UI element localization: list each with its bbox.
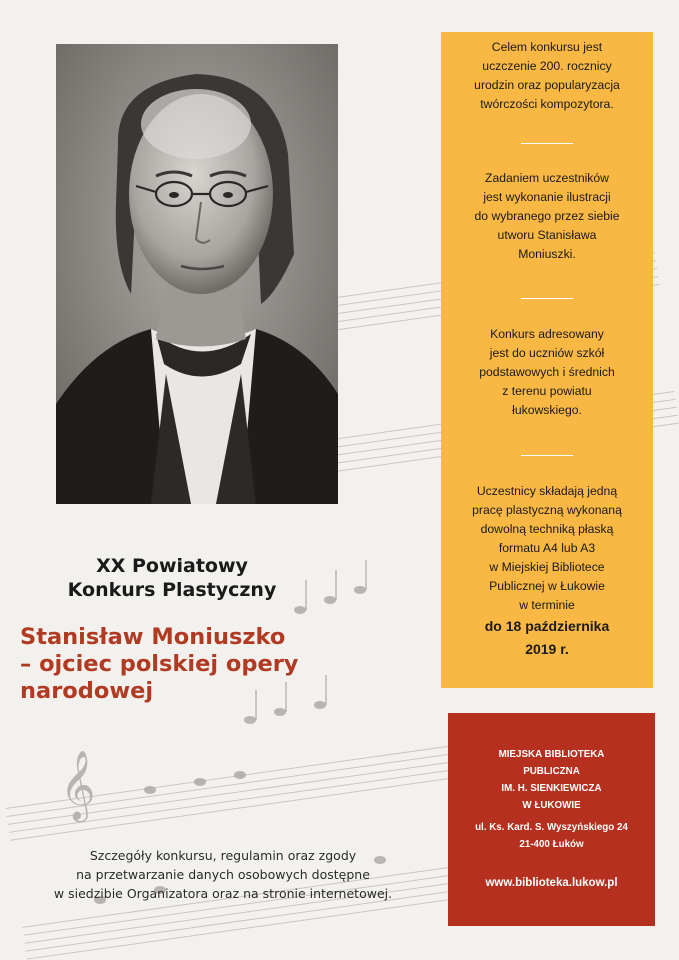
- library-street: ul. Ks. Kard. S. Wyszyńskiego 24: [475, 822, 628, 833]
- info-line: uczczenie 200. rocznicy: [482, 59, 612, 73]
- info-paragraph-submission: [441, 482, 653, 661]
- separator-line: [521, 455, 573, 456]
- info-line: łukowskiego.: [512, 403, 582, 417]
- details-line-1: Szczegóły konkursu, regulamin oraz zgody: [89, 848, 357, 863]
- deadline-date: do 18 października: [484, 618, 610, 634]
- info-line: z terenu powiatu: [502, 384, 592, 398]
- info-line: Publicznej w Łukowie: [489, 579, 605, 593]
- info-line: dowolną techniką płaską: [480, 522, 614, 536]
- separator-line: [521, 298, 573, 299]
- info-line: jest wykonanie ilustracji: [483, 190, 611, 204]
- library-name-line: IM. H. SIENKIEWICZA: [501, 783, 602, 794]
- info-line: jest do uczniów szkół: [489, 346, 605, 360]
- title-line-2: Konkurs Plastyczny: [67, 579, 277, 601]
- info-line: Celem konkursu jest: [491, 40, 603, 54]
- details-note: [18, 846, 428, 903]
- info-paragraph-task: [441, 169, 653, 264]
- deadline-year: 2019 r.: [525, 641, 569, 657]
- competition-subtitle: [20, 624, 400, 705]
- library-address: [448, 819, 655, 853]
- info-line: w terminie: [519, 598, 575, 612]
- library-name: [448, 746, 655, 814]
- separator-line: [521, 143, 573, 144]
- competition-title: [32, 554, 312, 602]
- info-line: pracę plastyczną wykonaną: [472, 503, 622, 517]
- info-line: formatu A4 lub A3: [498, 541, 596, 555]
- library-box: [448, 713, 655, 926]
- details-line-2: na przetwarzanie danych osobowych dostępne: [76, 867, 370, 882]
- info-paragraph-goal: [441, 38, 653, 114]
- info-line: do wybranego przez siebie: [474, 209, 620, 223]
- subtitle-line-2: – ojciec polskiej opery: [20, 651, 299, 677]
- subtitle-line-3: narodowej: [20, 678, 154, 704]
- info-box: [441, 32, 653, 688]
- library-name-line: W ŁUKOWIE: [522, 800, 581, 811]
- library-postcode: 21-400 Łuków: [519, 839, 584, 850]
- info-line: twórczości kompozytora.: [480, 97, 614, 111]
- composer-portrait: [56, 44, 338, 504]
- info-line: utworu Stanisława: [497, 228, 597, 242]
- library-name-line: PUBLICZNA: [523, 766, 580, 777]
- subtitle-line-1: Stanisław Moniuszko: [20, 624, 286, 650]
- svg-text:𝄞: 𝄞: [60, 750, 96, 820]
- info-paragraph-audience: [441, 325, 653, 420]
- info-line: podstawowych i średnich: [479, 365, 615, 379]
- library-website-link[interactable]: www.biblioteka.lukow.pl: [485, 877, 618, 889]
- title-line-1: XX Powiatowy: [96, 555, 248, 577]
- info-line: Moniuszki.: [518, 247, 576, 261]
- info-line: Uczestnicy składają jedną: [476, 484, 618, 498]
- info-line: Zadaniem uczestników: [485, 171, 609, 185]
- info-line: Konkurs adresowany: [490, 327, 604, 341]
- details-line-3: w siedzibie Organizatora oraz na stronie internetowej.: [53, 886, 393, 901]
- info-line: w Miejskiej Bibliotece: [489, 560, 605, 574]
- library-name-line: MIEJSKA BIBLIOTEKA: [498, 749, 605, 760]
- info-line: urodzin oraz popularyzacja: [474, 78, 620, 92]
